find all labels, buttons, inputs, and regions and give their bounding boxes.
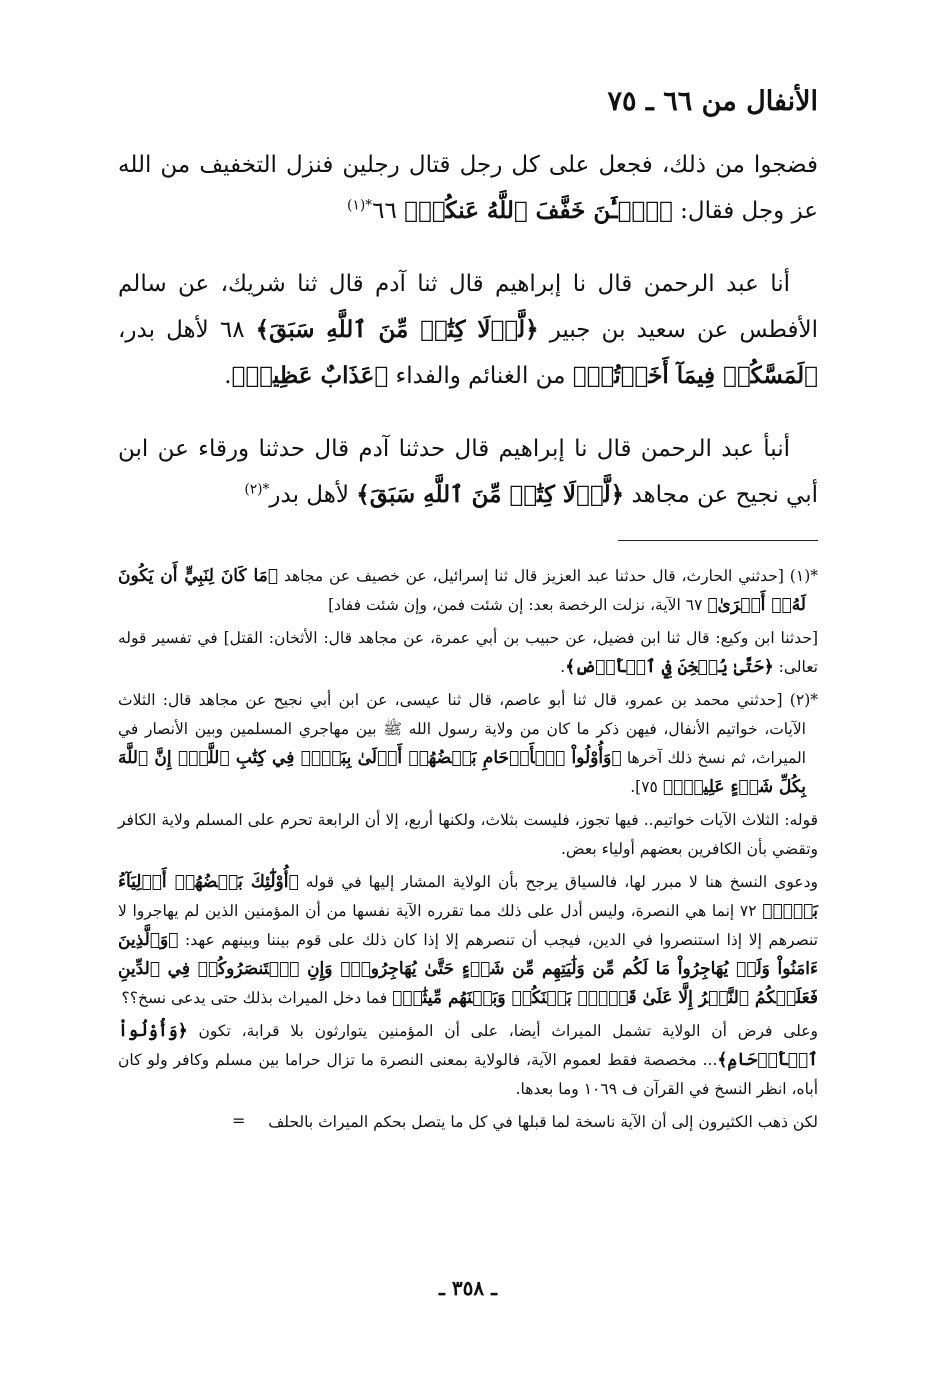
footnote-text: ودعوى النسخ هنا لا مبرر لها، فالسياق يرجح بأن الولاية المشار إليها في قوله <box>298 873 818 891</box>
footnote-text: ... مخصصة فقط لعموم الآية، فالولاية بمعنى النصرة ما تزال حراما بين مسلم وكافر ولو كان أباه، انظر النسخ في القرآن ف ١٠٦٩ وما بعدها. <box>118 1051 818 1098</box>
quran-quote: ﴿حَتَّىٰ يُثۡخِنَ فِي ٱلۡأَرۡضِ﴾ <box>565 657 774 677</box>
paragraph-text: من الغنائم والفداء <box>388 363 573 389</box>
running-header: الأنفال من ٦٦ ـ ٧٥ <box>607 86 818 117</box>
quran-quote: ﴿لَمَسَّكُمۡ فِيمَآ أَخَذۡتُمۡ﴾ <box>572 362 818 389</box>
verse-number: ٦٦ <box>372 198 405 224</box>
main-paragraph-2 <box>118 261 818 399</box>
main-text <box>118 142 818 545</box>
footnote-ref[interactable]: *(٢) <box>244 481 270 498</box>
quran-quote: ﴿عَذَابٌ عَظِيمٞ﴾ <box>231 362 389 389</box>
commentary-paragraph-2 <box>118 868 818 1013</box>
footnote-text: [حدثني الحارث، قال حدثنا عبد العزيز قال ثنا إسرائيل، عن خصيف عن مجاهد <box>277 567 790 585</box>
commentary-paragraph-3 <box>118 1017 818 1104</box>
quran-quote: ﴿وَأُوْلُواْ ٱلۡأَرۡحَامِ بَعۡضُهُمۡ أَوۡلَىٰ بِبَعۡضٖ فِي كِتَٰبِ ٱللَّهِۚ إِنَّ ٱللَّهَ بِكُلِّ شَيۡءٍ عَلِيمُۢ﴾ <box>118 748 806 797</box>
footnote-separator <box>618 540 818 541</box>
footnote-1 <box>118 562 818 620</box>
footnote-marker: *(١) <box>789 567 818 585</box>
paragraph-text: أنا عبد الرحمن قال نا إبراهيم قال ثنا آدم قال ثنا شريك، عن سالم الأفطس عن سعيد بن جبير <box>118 271 819 343</box>
footnote-text: . <box>560 658 566 676</box>
continuation-mark: = <box>232 1111 246 1130</box>
quran-quote: ﴿لَّوۡلَا كِتَٰبٞ مِّنَ ٱللَّهِ سَبَقَ﴾ <box>255 316 539 343</box>
commentary-paragraph-4 <box>118 1108 818 1137</box>
paragraph-text: . <box>224 363 232 389</box>
paragraph-text: فضجوا من ذلك، فجعل على كل رجل قتال رجلين فنزل التخفيف من الله عز وجل فقال: <box>118 152 818 224</box>
footnote-marker: *(٢) <box>789 691 818 709</box>
footnote-text: [حدثني محمد بن عمرو، قال ثنا أبو عاصم، قال ثنا عيسى، عن ابن أبي نجيح عن مجاهد قال: الثلاث الآيات، خواتيم الأنفال، فيهن ذكر ما كان من ولاية رسول الله ﷺ بين مهاجري المسلمين وبين الأنصار في الميراث، ثم نسخ ذلك آخرها <box>118 691 806 767</box>
footnote-text: ٦٧ الآية، نزلت الرخصة بعد: إن شئت فمن، وإن شئت ففاد] <box>328 596 708 614</box>
footnote-text: [حدثنا ابن وكيع: قال ثنا ابن فضيل، عن حبيب بن أبي عمرة، عن مجاهد قال: الأثخان: القتل] في تفسير قوله تعالى: <box>118 629 818 676</box>
quran-quote: ﴿لَّوۡلَا كِتَٰبٞ مِّنَ ٱللَّهِ سَبَقَ﴾ <box>356 481 625 508</box>
footnote-text: ٧٥]. <box>630 778 663 796</box>
quran-quote: ﴿أُوْلَٰٓئِكَ بَعۡضُهُمۡ أَوۡلِيَآءُ بَعۡضٖ﴾ <box>118 872 818 921</box>
footnote-2 <box>118 686 818 802</box>
footnote-text: لكن ذهب الكثيرون إلى أن الآية ناسخة لما قبلها في كل ما يتصل بحكم الميراث بالحلف <box>268 1113 818 1131</box>
footnote-text: فما دخل الميراث بذلك حتى يدعى نسخ؟؟ <box>121 989 393 1007</box>
footnote-1-continued <box>118 624 818 682</box>
quran-quote: ﴿مَا كَانَ لِنَبِيٍّ أَن يَكُونَ لَهُۥٓ أَسۡرَىٰ﴾ <box>118 566 806 615</box>
quran-quote: ﴿ٱلۡـَٰٔنَ خَفَّفَ ٱللَّهُ عَنكُمۡ﴾ <box>404 197 673 224</box>
paragraph-text: أنبأ عبد الرحمن قال نا إبراهيم قال حدثنا آدم قال حدثنا ورقاء عن ابن أبي نجيح عن مجاهد <box>118 436 818 508</box>
footnote-text: ٧٢ إنما هي النصرة، وليس أدل على ذلك مما تقرره الآية نفسها من أن المؤمنين الذين لم يهاجروا لا تنصرهم إلا إذا استنصروا في الدين، فيجب أن تنصرهم إلا إذا كان ذلك على قوم بيننا وبينهم عهد: <box>118 902 818 949</box>
main-paragraph-1 <box>118 142 818 234</box>
quran-quote: ﴿وَٱلَّذِينَ ءَامَنُواْ وَلَمۡ يُهَاجِرُواْ مَا لَكُم مِّن وَلَٰيَتِهِم مِّن شَيۡءٍ حَتَّىٰ يُهَاجِرُواْۚ وَإِنِ ٱسۡتَنصَرُوكُمۡ فِي ٱلدِّينِ فَعَلَيۡكُمُ ٱلنَّصۡرُ إِلَّا عَلَىٰ قَوۡمِۢ بَيۡنَكُمۡ وَبَيۡنَهُم مِّيثَٰقٞ﴾ <box>118 930 818 1008</box>
commentary-paragraph-1 <box>118 806 818 864</box>
quran-quote: ﴿وَأُوْلُواْ ٱلۡأَرۡحَامِ﴾ <box>118 1021 818 1070</box>
paragraph-text: لأهل بدر <box>269 482 357 508</box>
main-paragraph-3 <box>118 426 818 518</box>
page-number: ـ ٣٥٨ ـ <box>439 1276 497 1300</box>
paragraph-text: ٦٨ لأهل بدر، <box>118 317 256 343</box>
footnote-text: وعلى فرض أن الولاية تشمل الميراث أيضا، على أن المؤمنين يتوارثون بلا قرابة، تكون <box>187 1022 818 1040</box>
footnote-text: قوله: الثلاث الآيات خواتيم.. فيها تجوز، فليست بثلاث، ولكنها أربع، إلا أن الرابعة تحرم على المسلم ولاية الكافر وتقضي بأن الكافرين بعضهم أولياء بعض. <box>118 811 818 858</box>
footnotes <box>118 562 818 1141</box>
footnote-ref[interactable]: *(١) <box>347 197 373 214</box>
